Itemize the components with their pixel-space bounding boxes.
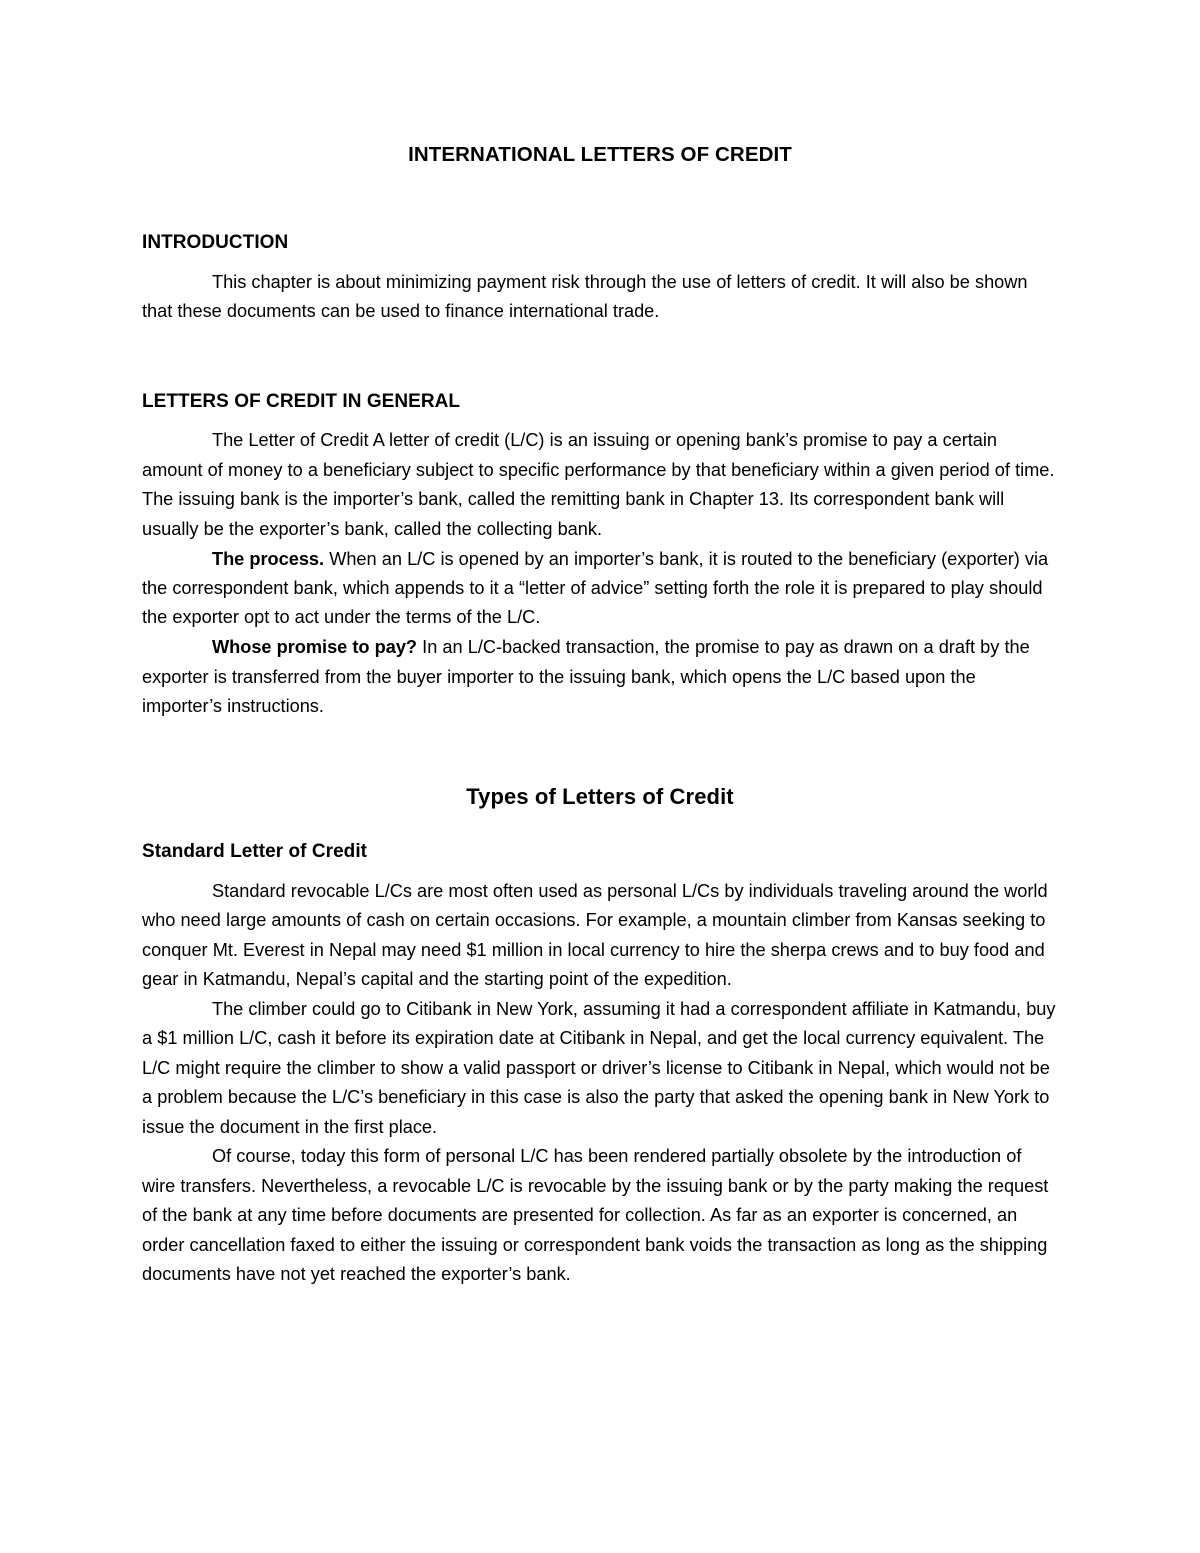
paragraph-whose-promise-to-pay-lead: Whose promise to pay? xyxy=(212,637,418,658)
paragraph-introduction: This chapter is about minimizing payment risk through the use of letters of credit. It will also be shown that these documents can be used to finance international trade. xyxy=(142,271,1028,322)
section-heading-introduction: INTRODUCTION xyxy=(142,232,289,254)
section-heading-letters-of-credit-in-general: LETTERS OF CREDIT IN GENERAL xyxy=(142,390,461,412)
document-body xyxy=(142,0,1058,1289)
paragraph-climber-citibank: The climber could go to Citibank in New York, assuming it had a correspondent affiliate in Katmandu, buy a $1 million L/C, cash it before its expiration date at Citibank in Nepal, and get the local currency equivalent. The L/C might require the climber to show a valid passport or driver’s license to Citibank in Nepal, which would not be a problem because the L/C’s beneficiary in this case is also the party that asked the opening bank in New York to issue the document in the first place. xyxy=(142,998,1056,1137)
section-heading-types-of-letters-of-credit: Types of Letters of Credit xyxy=(466,784,734,810)
paragraph-the-process-text: When an L/C is opened by an importer’s bank, it is routed to the beneficiary (exporter) via the correspondent bank, which appends to it a “letter of advice” setting forth the role it is prepared to play should the exporter opt to act under the terms of the L/C. xyxy=(142,548,1049,628)
page-title: INTERNATIONAL LETTERS OF CREDIT xyxy=(408,143,792,166)
paragraph-wire-transfers-obsolete: Of course, today this form of personal L/C has been rendered partially obsolete by the introduction of wire transfers. Nevertheless, a revocable L/C is revocable by the issuing bank or by the party making the request of the bank at any time before documents are presented for collection. As far as an exporter is concerned, an order cancellation faxed to either the issuing or correspondent bank voids the transaction as long as the shipping documents have not yet reached the exporter’s bank. xyxy=(142,1146,1049,1285)
paragraph-whose-promise-to-pay xyxy=(142,633,1058,721)
subsection-heading-standard-letter-of-credit: Standard Letter of Credit xyxy=(142,841,368,863)
paragraph-the-process-lead: The process. xyxy=(212,548,325,569)
paragraph-standard-revocable-lcs: Standard revocable L/Cs are most often used as personal L/Cs by individuals traveling around the world who need large amounts of cash on certain occasions. For example, a mountain climber from Kansas seeking to conquer Mt. Everest in Nepal may need $1 million in local currency to hire the sherpa crews and to buy food and gear in Katmandu, Nepal’s capital and the starting point of the expedition. xyxy=(142,880,1048,989)
paragraph-whose-promise-to-pay-text: In an L/C-backed transaction, the promise to pay as drawn on a draft by the exporter is transferred from the buyer importer to the issuing bank, which opens the L/C based upon the importer’s instructions. xyxy=(142,637,1030,717)
paragraph-the-process xyxy=(142,545,1058,633)
paragraph-letter-of-credit-definition: The Letter of Credit A letter of credit (L/C) is an issuing or opening bank’s promise to pay a certain amount of money to a beneficiary subject to specific performance by that beneficiary within a given period of time. The issuing bank is the importer’s bank, called the remitting bank in Chapter 13. Its correspondent bank will usually be the exporter’s bank, called the collecting bank. xyxy=(142,430,1055,539)
